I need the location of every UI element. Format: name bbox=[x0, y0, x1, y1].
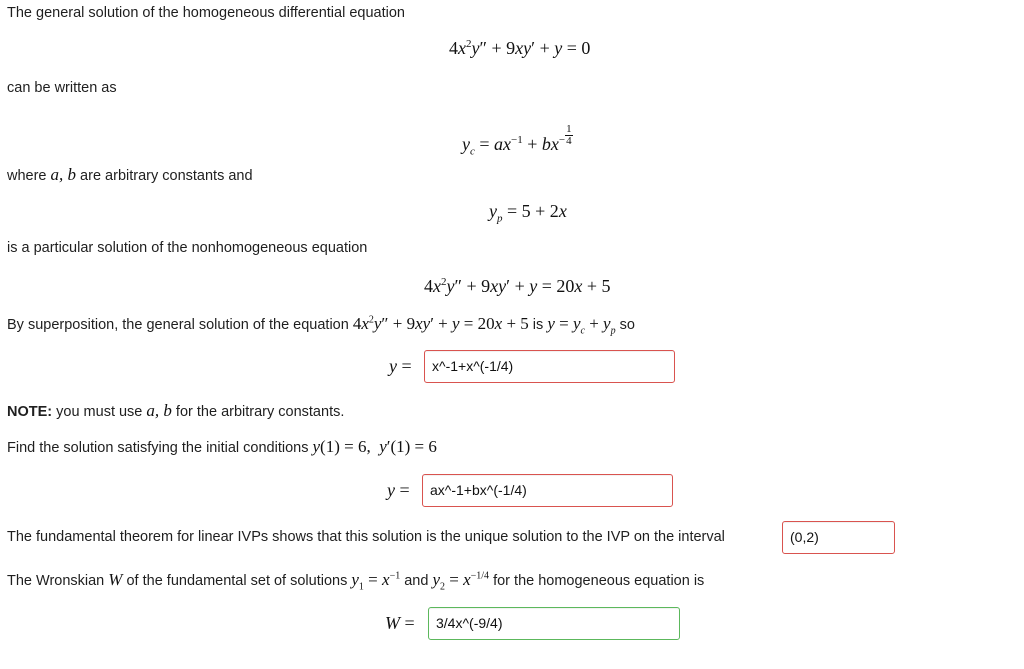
interval-input[interactable]: (0,2) bbox=[782, 521, 895, 554]
ivp-solution-label: y = bbox=[387, 480, 410, 500]
homogeneous-equation: $4x^2y'' + 9xy' + y = 0$ bbox=[449, 38, 591, 58]
superposition-text: By superposition, the general solution of the equation $4x^2y'' + 9xy' + y = 20x + 5$ is $y = y_c + y_p$ so bbox=[7, 314, 635, 337]
particular-solution: $y_p = 5 + 2x$ bbox=[489, 201, 567, 225]
theorem-text: The fundamental theorem for linear IVPs shows that this solution is the unique solution to the IVP on the interval bbox=[7, 529, 725, 545]
note-text: NOTE: you must use a, b for the arbitrary constants. bbox=[7, 401, 345, 420]
general-solution-input[interactable]: x^-1+x^(-1/4) bbox=[424, 350, 675, 383]
where-text: where a, b are arbitrary constants and bbox=[7, 165, 253, 184]
ivp-solution-input[interactable]: ax^-1+bx^(-1/4) bbox=[422, 474, 673, 507]
wronskian-text: The Wronskian W of the fundamental set of solutions $y_1 = x^{-1}$ and $y_2 = x^{-1/4}$ for the homogeneous equation is bbox=[7, 570, 705, 593]
general-solution-label: y = bbox=[389, 356, 412, 376]
can-be-written-text: can be written as bbox=[7, 80, 117, 96]
particular-text: is a particular solution of the nonhomogeneous equation bbox=[7, 240, 368, 256]
complementary-solution: $y_c = ax^{-1} + bx^-$ $\frac{1}{4}$ bbox=[462, 123, 572, 158]
wronskian-label: W = bbox=[385, 613, 415, 633]
wronskian-input[interactable]: 3/4x^(-9/4) bbox=[428, 607, 680, 640]
initial-conditions-text: Find the solution satisfying the initial conditions y(1) = 6, y′(1) = 6 bbox=[7, 437, 437, 456]
nonhomogeneous-equation: $4x^2y'' + 9xy' + y = 20x + 5$ bbox=[424, 276, 611, 296]
intro-text: The general solution of the homogeneous differential equation bbox=[7, 5, 405, 21]
